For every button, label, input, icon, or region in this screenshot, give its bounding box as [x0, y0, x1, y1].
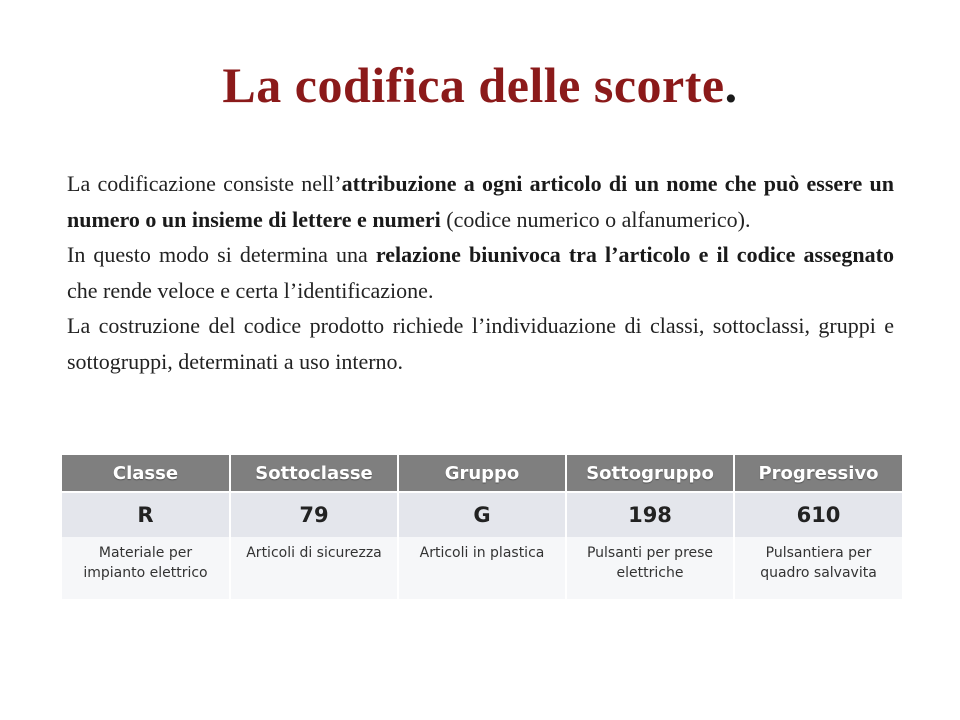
paragraph-relation-bold: relazione biunivoca tra l’articolo e il codice assegnato	[375, 242, 894, 267]
paragraph-construction-text: La costruzione del codice prodotto richiede l’individuazione di classi, sottoclassi, gruppi e sottogruppi, determinati a uso interno.	[67, 313, 894, 374]
code-structure-table	[62, 455, 902, 599]
code-sottoclasse: 79	[230, 492, 398, 537]
paragraph-definition-text-1: La codificazione consiste nell’	[67, 171, 342, 196]
desc-sottogruppo: Pulsanti per prese elettriche	[566, 537, 734, 599]
paragraph-construction	[67, 308, 894, 379]
desc-classe: Materiale per impianto elettrico	[62, 537, 230, 599]
header-sottoclasse: Sottoclasse	[230, 455, 398, 492]
desc-gruppo: Articoli in plastica	[398, 537, 566, 599]
header-classe: Classe	[62, 455, 230, 492]
paragraph-definition-bold: attribuzione a ogni articolo di un nome che può essere un numero o un insieme di lettere e numeri	[67, 171, 894, 232]
slide-title-period: .	[724, 57, 738, 113]
paragraph-relation-text-1: In questo modo si determina una	[67, 242, 376, 267]
table-row-codes	[62, 492, 902, 537]
code-classe: R	[62, 492, 230, 537]
code-sottogruppo: 198	[566, 492, 734, 537]
code-progressivo: 610	[734, 492, 902, 537]
slide-title-text: La codifica delle scorte	[222, 57, 725, 113]
paragraph-relation	[67, 237, 894, 308]
table-row-descriptions	[62, 537, 902, 599]
header-gruppo: Gruppo	[398, 455, 566, 492]
desc-progressivo: Pulsantiera per quadro salvavita	[734, 537, 902, 599]
header-sottogruppo: Sottogruppo	[566, 455, 734, 492]
paragraph-definition	[67, 166, 894, 237]
paragraph-relation-text-2: che rende veloce e certa l’identificazione.	[67, 277, 434, 303]
header-progressivo: Progressivo	[734, 455, 902, 492]
slide-title	[0, 56, 960, 114]
code-gruppo: G	[398, 492, 566, 537]
body-text	[67, 166, 894, 379]
paragraph-definition-text-2: (codice numerico o alfanumerico).	[440, 206, 751, 232]
desc-sottoclasse: Articoli di sicurezza	[230, 537, 398, 599]
table-header-row	[62, 455, 902, 492]
